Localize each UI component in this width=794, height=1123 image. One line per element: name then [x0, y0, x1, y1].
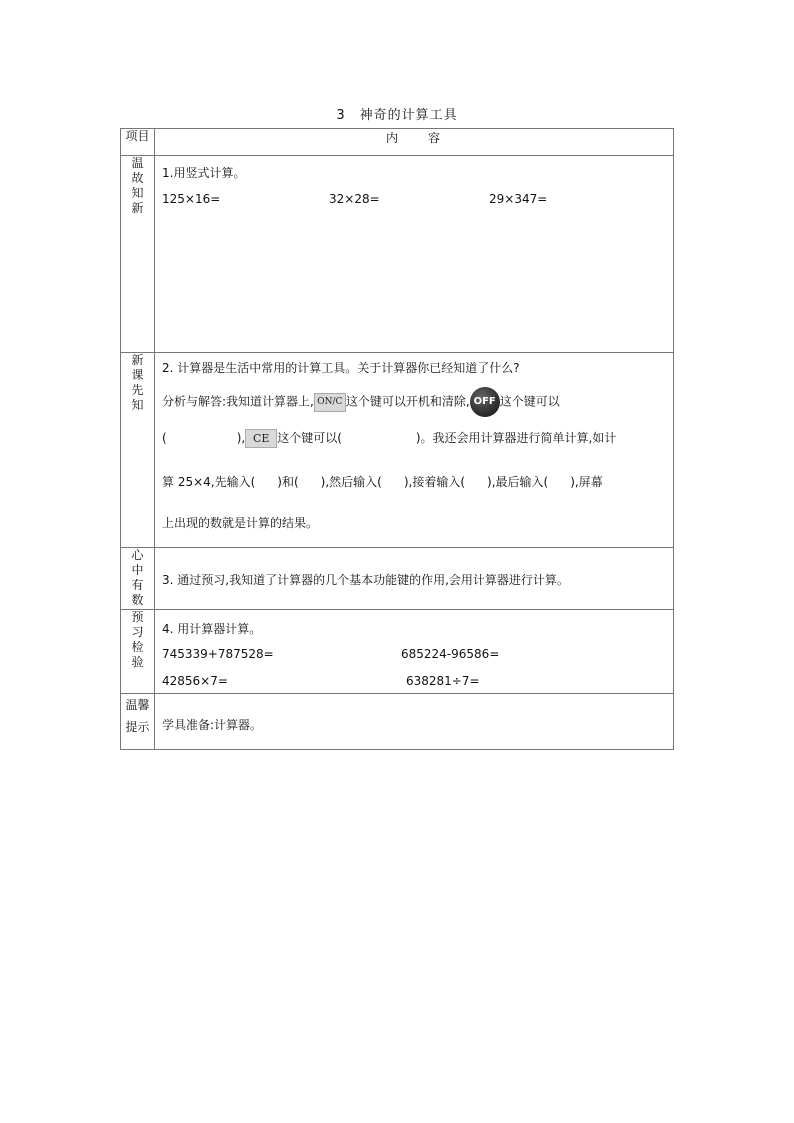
answer-line-2: ( ), CE 这个键可以( )。我还会用计算器进行简单计算,如计 — [162, 429, 616, 448]
new-lesson-row — [121, 353, 674, 548]
header-item-cell: 项目 — [121, 129, 155, 156]
tips-row — [121, 694, 674, 750]
lesson-number: 3 — [336, 108, 346, 123]
off-key-icon: OFF — [470, 387, 500, 417]
review-row — [121, 156, 674, 353]
tips-text: 学具准备:计算器。 — [162, 718, 263, 732]
header-row — [121, 129, 674, 156]
review-heading: 1.用竖式计算。 — [162, 166, 246, 180]
review-problem-1: 125×16= — [162, 192, 221, 206]
on-c-key-icon: ON/C — [314, 393, 346, 412]
check-label: 预 习 检 验 — [121, 610, 155, 694]
summary-label: 心 中 有 数 — [121, 548, 155, 610]
check-problem-4: 638281÷7= — [406, 674, 480, 688]
tips-content — [155, 694, 674, 750]
review-label: 温 故 知 新 — [121, 156, 155, 353]
check-heading: 4. 用计算器计算。 — [162, 622, 262, 636]
tips-label: 温馨 提示 — [121, 694, 155, 750]
summary-row — [121, 548, 674, 610]
review-content — [155, 156, 674, 353]
answer-line-4: 上出现的数就是计算的结果。 — [162, 516, 319, 530]
check-problem-2: 685224-96586= — [401, 647, 500, 661]
check-row — [121, 610, 674, 694]
check-problem-1: 745339+787528= — [162, 647, 274, 661]
new-lesson-label: 新 课 先 知 — [121, 353, 155, 548]
check-problem-3: 42856×7= — [162, 674, 228, 688]
header-content-cell — [155, 129, 674, 156]
check-content — [155, 610, 674, 694]
summary-text: 3. 通过预习,我知道了计算器的几个基本功能键的作用,会用计算器进行计算。 — [162, 573, 569, 587]
preview-sheet-table — [120, 128, 674, 750]
summary-content — [155, 548, 674, 610]
answer-line-1: 分析与解答:我知道计算器上, ON/C 这个键可以开机和清除, OFF 这个键可以 — [162, 387, 560, 417]
answer-line-3: 算 25×4,先输入( )和( ),然后输入( ),接着输入( ),最后输入( ),屏幕 — [162, 475, 603, 489]
review-problem-3: 29×347= — [489, 192, 548, 206]
lesson-title: 神奇的计算工具 — [359, 108, 458, 123]
review-problem-2: 32×28= — [329, 192, 380, 206]
calculator-question: 2. 计算器是生活中常用的计算工具。关于计算器你已经知道了什么? — [162, 361, 520, 375]
header-content-char-2: 容 — [428, 131, 443, 145]
new-lesson-content — [155, 353, 674, 548]
header-content-char-1: 内 — [385, 131, 400, 145]
ce-key-icon: CE — [245, 429, 277, 448]
page-title — [0, 104, 794, 123]
